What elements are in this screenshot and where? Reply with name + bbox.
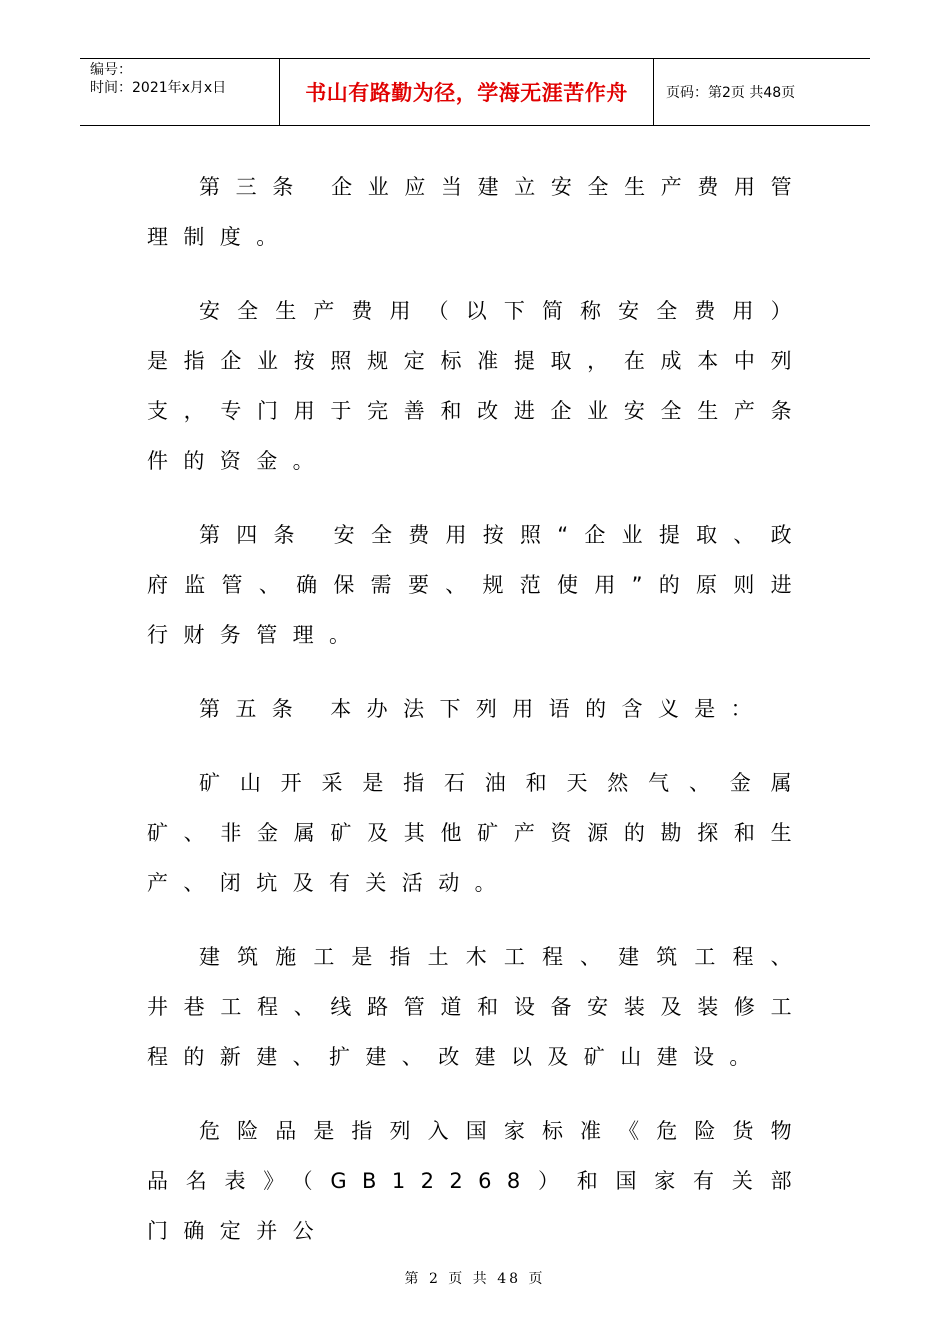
header-motto: 书山有路勤为径，学海无涯苦作舟	[280, 59, 654, 125]
paragraph-safety-fee-definition: 安全生产费用（以下简称安全费用）是指企业按照规定标准提取，在成本中列支，专门用于完善和改进企业安全生产条件的资金。	[147, 299, 807, 473]
serial-number-label: 编号：	[90, 62, 132, 78]
paragraph-hazardous-goods-definition: 危险品是指列入国家标准《危险货物品名表》（GB12268）和国家有关部门确定并公	[147, 1119, 807, 1243]
paragraph-article-5: 第五条 本办法下列用语的含义是：	[199, 697, 768, 721]
paragraph-mining-definition: 矿山开采是指石油和天然气、金属矿、非金属矿及其他矿产资源的勘探和生产、闭坑及有关活动。	[147, 771, 807, 895]
page-footer: 第 2 页 共 48 页	[404, 1271, 546, 1287]
paragraph-article-4: 第四条 安全费用按照“企业提取、政府监管、确保需要、规范使用”的原则进行财务管理。	[147, 523, 807, 647]
header-meta	[80, 59, 280, 125]
document-header	[80, 58, 870, 126]
paragraph-construction-definition: 建筑施工是指土木工程、建筑工程、井巷工程、线路管道和设备安装及装修工程的新建、扩建、改建以及矿山建设。	[147, 945, 807, 1069]
document-body	[147, 162, 807, 1280]
date-label: 时间：2021年x月x日	[90, 80, 227, 96]
paragraph-article-3: 第三条 企业应当建立安全生产费用管理制度。	[147, 175, 807, 249]
header-page-info: 页码：第2页 共48页	[666, 85, 796, 101]
